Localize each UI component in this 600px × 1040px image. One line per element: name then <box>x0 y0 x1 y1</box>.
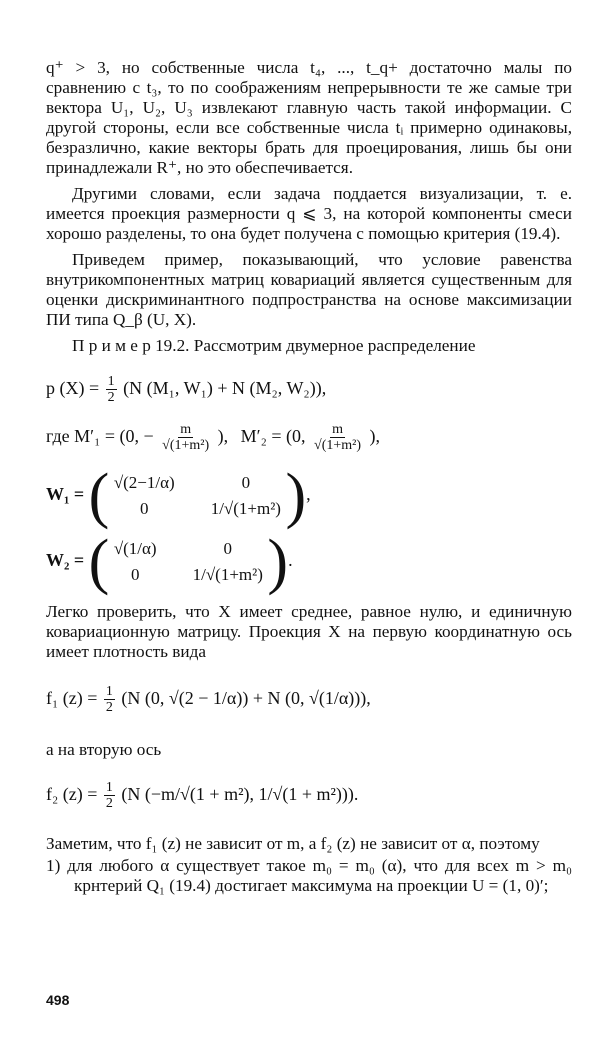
eq-w1-label: W₁ = <box>46 484 85 505</box>
w1-left-bracket: ( <box>88 462 110 530</box>
paragraph-5: Легко проверить, что X имеет среднее, равное нулю, и единичную ковариационную матрицу. Проекция X на первую координатную ось имеет плотность вида <box>46 602 572 661</box>
w1-cell-21: 0 <box>140 499 149 518</box>
eq-m2-close: ), <box>369 426 381 447</box>
equation-w1 <box>46 462 572 530</box>
eq-m-prefix: где M′₁ = <box>46 426 120 447</box>
w2-cell-21: 0 <box>130 565 140 584</box>
eq-f2-fraction <box>104 780 115 812</box>
eq-m2-label: M′₂ = <box>240 426 287 447</box>
eq-px-fraction <box>106 374 117 406</box>
w2-right-bracket: ) <box>267 528 289 596</box>
w1-right-bracket: ) <box>285 462 307 530</box>
eq-m1-den: √(1+m²) <box>162 438 210 453</box>
matrix-w1 <box>114 472 281 520</box>
w2-left-bracket: ( <box>88 528 110 596</box>
w2-cell-12: 0 <box>223 539 232 558</box>
w1-cell-22: 1/√(1+m²) <box>210 499 281 518</box>
eq-f1-lhs: f₁ (z) = <box>46 688 98 709</box>
page-number: 498 <box>46 992 70 1008</box>
w2-cell-11: √(1/α) <box>113 539 157 558</box>
eq-f2-lhs: f₂ (z) = <box>46 784 98 805</box>
eq-m1-open: (0, − <box>119 426 154 447</box>
paragraph-6: а на вторую ось <box>46 740 162 759</box>
eq-f1-den: 2 <box>105 700 113 715</box>
eq-px-den: 2 <box>107 390 115 405</box>
equation-px <box>46 374 572 406</box>
eq-m2-den: √(1+m²) <box>314 438 362 453</box>
eq-w2-label: W₂ = <box>46 550 85 571</box>
eq-m1-fraction <box>160 422 211 454</box>
eq-px-num: 1 <box>107 374 115 389</box>
paragraph-3: Приведем пример, показывающий, что условие равенства внутрикомпонентных матриц ковариаций является существенным для оценки дискриминантного подпространства на основе максимизации ПИ типа Q_β (U, X). <box>46 250 572 329</box>
page-body <box>46 58 572 896</box>
eq-px-lhs: p (X) = <box>46 378 100 399</box>
example-heading: П р и м е р 19.2. Рассмотрим двумерное распределение <box>72 336 476 355</box>
eq-m2-num: m <box>332 422 343 437</box>
eq-f2-rhs: (N (−m/√(1 + m²), 1/√(1 + m²))). <box>121 784 359 805</box>
eq-px-rhs: (N (M₁, W₁) + N (M₂, W₂)), <box>123 378 327 399</box>
eq-f1-fraction <box>104 684 115 716</box>
paragraph-2: Другими словами, если задача поддается визуализации, т. е. имеется проекция размерности q ⩽ 3, на которой компоненты смеси хорошо разделены, то она будет получена с помощью критерия (19.4). <box>46 184 572 243</box>
paragraph-1: q⁺ > 3, но собственные числа t₄, ..., t_q+ достаточно малы по сравнению с t₃, то по соображениям непрерывности те же самые три вектора U₁, U₂, U₃ извлекают главную часть такой информации. С другой стороны, если все собственные числа tᵢ примерно одинаковы, безразлично, какие векторы брать для проецирования, лишь бы они принадлежали R⁺, но это обеспечивается. <box>46 58 572 177</box>
w1-cell-11: √(2−1/α) <box>113 473 175 492</box>
paragraph-7: Заметим, что f₁ (z) не зависит от m, а f₂ (z) не зависит от α, поэтому <box>46 834 540 853</box>
eq-f2-num: 1 <box>105 780 113 795</box>
w1-cell-12: 0 <box>241 473 251 492</box>
eq-m1-num: m <box>180 422 192 437</box>
equation-f2 <box>46 780 572 812</box>
list-item-1: 1) для любого α существует такое m₀ = m₀ (α), что для всех m > m₀ крнтерий Q₁ (19.4) достигает максимума на проекции U = (1, 0)′; <box>46 856 572 895</box>
w2-cell-22: 1/√(1+m²) <box>192 565 263 584</box>
eq-m2-open: (0, <box>286 426 306 447</box>
eq-f1-num: 1 <box>105 684 113 699</box>
eq-f2-den: 2 <box>105 796 113 811</box>
equation-w2 <box>46 528 572 596</box>
eq-m2-fraction <box>312 422 363 454</box>
eq-m1-close: ), <box>217 426 229 447</box>
matrix-w2 <box>114 538 263 586</box>
equation-means <box>46 422 572 454</box>
equation-f1 <box>46 684 572 716</box>
w1-tail: , <box>306 484 311 505</box>
w2-tail: . <box>288 550 293 571</box>
eq-f1-rhs: (N (0, √(2 − 1/α)) + N (0, √(1/α))), <box>121 688 371 709</box>
